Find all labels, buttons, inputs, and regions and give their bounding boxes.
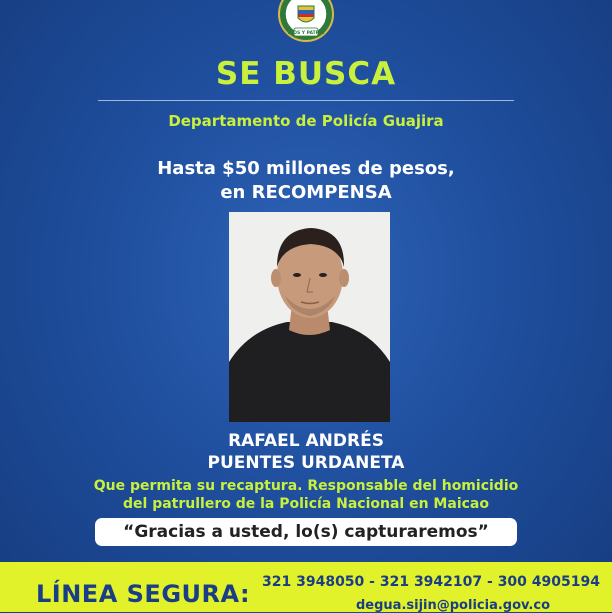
suspect-portrait-icon bbox=[229, 212, 390, 422]
reward-line-2: en RECOMPENSA bbox=[220, 182, 392, 203]
quote-banner: “Gracias a usted, lo(s) capturaremos” bbox=[95, 518, 517, 546]
title-divider bbox=[98, 100, 514, 101]
suspect-name-line-2: PUENTES URDANETA bbox=[207, 453, 405, 473]
department-label: Departamento de Policía Guajira bbox=[168, 112, 444, 130]
description-line-1: Que permita su recaptura. Responsable del homicidio bbox=[93, 478, 519, 494]
suspect-name bbox=[0, 430, 612, 474]
suspect-photo bbox=[229, 212, 390, 422]
police-emblem-icon bbox=[278, 0, 334, 42]
linea-segura-label: LÍNEA SEGURA: bbox=[36, 580, 251, 608]
poster-title: SE BUSCA bbox=[215, 56, 397, 92]
emblem-motto: DIOS Y PATRIA bbox=[287, 31, 325, 36]
phone-numbers: 321 3948050 - 321 3942107 - 300 4905194 bbox=[262, 574, 600, 590]
reward-text bbox=[0, 157, 612, 205]
reward-line-1: Hasta $50 millones de pesos, bbox=[157, 158, 455, 179]
crime-description bbox=[0, 477, 612, 513]
contact-email: degua.sijin@policia.gov.co bbox=[356, 598, 551, 613]
description-line-2: del patrullero de la Policía Nacional en Maicao bbox=[123, 496, 489, 512]
suspect-name-line-1: RAFAEL ANDRÉS bbox=[228, 431, 384, 451]
